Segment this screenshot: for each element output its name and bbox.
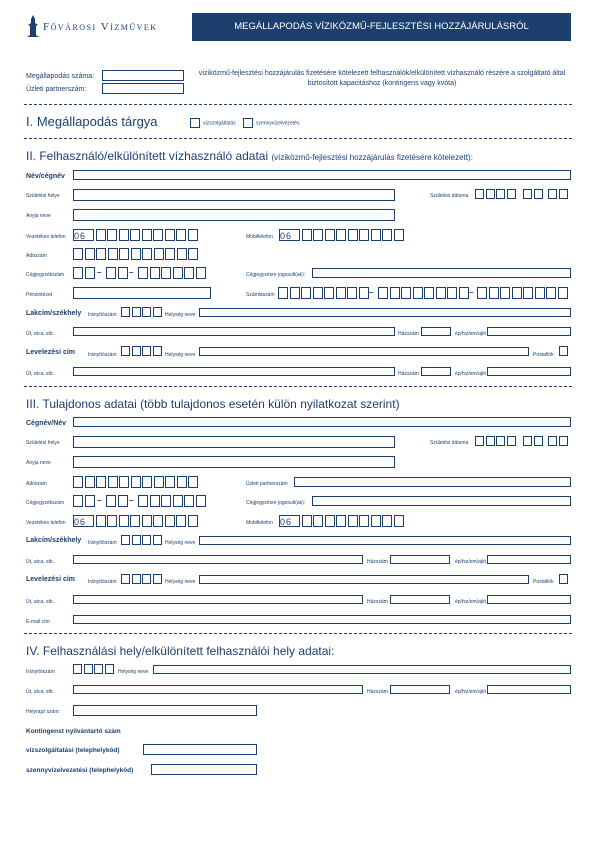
signatory-label: Cégjegyzésre jogosult(ak):	[246, 500, 306, 506]
owner-phone-boxes[interactable]: 06	[73, 515, 198, 527]
owner-birth-month-boxes[interactable]	[523, 436, 543, 446]
reg-number-label: Cégjegyzékszám	[26, 272, 65, 278]
sewage-label: szennyvízelvezetés	[256, 120, 300, 127]
phone-boxes[interactable]: 06	[73, 229, 198, 241]
city-label: Helység neve	[118, 669, 149, 675]
pobox-label: Postafiók	[533, 352, 554, 358]
street-label: Út, utca, stb.	[26, 599, 55, 605]
contingent-label: Kontingenst nyilvántartó szám	[26, 728, 121, 735]
phone-label: Vezetékes telefon	[26, 520, 66, 526]
bank-field[interactable]	[73, 287, 211, 299]
owner-mobile-boxes[interactable]: 06	[279, 515, 404, 527]
mobile-boxes[interactable]: 06	[279, 229, 404, 241]
section-2-subtitle: (víziközmű-fejlesztési hozzájárulás fizetésére kötelezett):	[271, 153, 473, 162]
mother-name-label: Anyja neve	[26, 460, 51, 466]
street-label: Út, utca, stb.	[26, 689, 55, 695]
owner-reg-boxes-1[interactable]	[73, 495, 95, 507]
logo	[26, 14, 40, 43]
mailing-label: Levelezési cím	[26, 349, 76, 356]
pobox-label: Postafiók	[533, 579, 554, 585]
floor-label: ép/fsz/em/ajtó	[455, 689, 487, 695]
birth-date-month-boxes[interactable]	[523, 189, 543, 199]
mailing-label: Levelezési cím	[26, 576, 76, 583]
sewage-option[interactable]	[243, 118, 299, 128]
account-boxes-3[interactable]	[477, 287, 568, 299]
name-label: Név/cégnév	[26, 173, 65, 180]
reg-number-boxes-1[interactable]	[73, 267, 95, 279]
owner-tax-boxes[interactable]	[73, 476, 198, 488]
water-code-field[interactable]	[143, 744, 257, 755]
account-boxes-2[interactable]	[378, 287, 469, 299]
site-zip-boxes[interactable]	[73, 664, 114, 674]
divider	[24, 138, 572, 139]
signatory-label: Cégjegyzésre jogosult(ak):	[246, 272, 306, 278]
zip-label: Irányítószám	[88, 312, 117, 318]
birth-place-label: Születési helye	[26, 440, 60, 446]
owner-birth-place-field[interactable]	[73, 436, 395, 448]
mailing-pobox-boxes[interactable]	[559, 346, 568, 356]
city-label: Helység neve	[165, 312, 196, 318]
divider	[24, 104, 572, 105]
street-label: Út, utca, stb.	[26, 559, 55, 565]
house-number-label: Házszám	[367, 559, 388, 565]
owner-mailing-street-field[interactable]	[73, 595, 363, 604]
birth-date-day-boxes[interactable]	[548, 189, 568, 199]
partner-number-label: Üzleti partnerszám:	[26, 86, 87, 93]
owner-mother-name-field[interactable]	[73, 456, 395, 468]
owner-residence-house-field[interactable]	[390, 555, 450, 564]
residence-city-field[interactable]	[199, 308, 571, 317]
house-number-label: Házszám	[367, 689, 388, 695]
site-floor-field[interactable]	[487, 685, 571, 694]
mother-name-field[interactable]	[73, 209, 395, 221]
water-code-label: vízszolgáltatási (telephelykód)	[26, 747, 120, 754]
parcel-label: Helyrajzi szám:	[26, 709, 60, 715]
mobile-label: Mobiltelefon	[246, 520, 273, 526]
birth-place-label: Születési helye	[26, 193, 60, 199]
mailing-city-field[interactable]	[199, 347, 529, 356]
sewage-code-field[interactable]	[151, 764, 257, 775]
house-number-label: Házszám	[398, 371, 419, 377]
birth-date-year-boxes[interactable]	[475, 189, 516, 199]
mailing-zip-boxes[interactable]	[121, 346, 162, 356]
residence-label: Lakcím/székhely	[26, 537, 82, 544]
sewage-code-label: szennyvízelvezetési (telephelykód)	[26, 767, 134, 774]
owner-residence-city-field[interactable]	[199, 536, 571, 545]
reg-separator: –	[97, 268, 102, 277]
signatory-field[interactable]	[312, 268, 571, 278]
city-label: Helység neve	[165, 579, 196, 585]
owner-mailing-pobox-boxes[interactable]	[559, 574, 568, 584]
divider	[24, 633, 572, 634]
zip-label: Irányítószám	[26, 669, 55, 675]
city-label: Helység neve	[165, 352, 196, 358]
birth-date-label: Születési dátuma	[430, 440, 469, 446]
zip-label: Irányítószám	[88, 540, 117, 546]
sewage-checkbox[interactable]	[243, 118, 253, 128]
street-label: Út, utca, stb.	[26, 371, 55, 377]
mobile-label: Mobiltelefon	[246, 234, 273, 240]
reg-number-boxes-3[interactable]	[138, 267, 206, 279]
birth-place-field[interactable]	[73, 189, 395, 201]
divider	[24, 386, 572, 387]
city-label: Helység neve	[165, 540, 196, 546]
name-field[interactable]	[73, 170, 571, 180]
account-label: Számlaszám	[246, 292, 275, 298]
zip-label: Irányítószám	[88, 352, 117, 358]
residence-house-field[interactable]	[421, 327, 451, 336]
water-service-label: vízszolgáltatás	[203, 120, 236, 127]
birth-date-label: Születési dátuma	[430, 193, 469, 199]
section-4-title: IV. Felhasználási hely/elkülönített felhasználói hely adatai:	[26, 644, 335, 658]
residence-floor-field[interactable]	[487, 327, 571, 336]
logo-text: Fővárosi Vízművek	[43, 21, 158, 33]
company-name-label: Cégnév/Név	[26, 420, 67, 427]
residence-zip-boxes[interactable]	[121, 307, 162, 317]
owner-birth-day-boxes[interactable]	[548, 436, 568, 446]
floor-label: ép/fsz/em/ajtó	[455, 331, 487, 337]
owner-signatory-field[interactable]	[312, 496, 571, 506]
owner-birth-year-boxes[interactable]	[475, 436, 516, 446]
owner-residence-floor-field[interactable]	[487, 555, 571, 564]
water-service-checkbox[interactable]	[190, 118, 200, 128]
partner-number-field[interactable]	[102, 83, 184, 94]
water-tower-logo-icon	[26, 14, 40, 38]
reg-number-boxes-2[interactable]	[106, 267, 128, 279]
owner-residence-street-field[interactable]	[73, 555, 363, 564]
mailing-street-field[interactable]	[73, 367, 395, 376]
zip-label: Irányítószám	[88, 579, 117, 585]
house-number-label: Házszám	[398, 331, 419, 337]
reg-separator: –	[129, 268, 134, 277]
bank-label: Pénzintézet	[26, 292, 53, 298]
owner-mailing-city-field[interactable]	[199, 575, 529, 584]
site-house-field[interactable]	[390, 685, 450, 694]
floor-label: ép/fsz/em/ajtó	[455, 559, 487, 565]
account-separator: –	[469, 288, 474, 297]
section-2-heading: II. Felhasználó/elkülönített vízhasználó adatai	[26, 149, 269, 163]
site-parcel-field[interactable]	[73, 705, 257, 716]
section-1-title: I. Megállapodás tárgya	[26, 114, 158, 129]
form-title: MEGÁLLAPODÁS VÍZIKÖZMŰ-FEJLESZTÉSI HOZZÁJÁRULÁSRÓL	[234, 21, 529, 32]
account-boxes-1[interactable]	[278, 287, 369, 299]
owner-reg-boxes-2[interactable]	[106, 495, 128, 507]
owner-mailing-house-field[interactable]	[390, 595, 450, 604]
email-label: E-mail cím	[26, 619, 50, 625]
mother-name-label: Anyja neve	[26, 213, 51, 219]
tax-number-boxes[interactable]	[73, 248, 198, 260]
partner-label: Üzleti partnerszám	[246, 481, 288, 487]
mailing-floor-field[interactable]	[487, 367, 571, 376]
tax-number-label: Adószám	[26, 481, 47, 487]
owner-mailing-zip-boxes[interactable]	[121, 574, 162, 584]
site-city-field[interactable]	[153, 665, 571, 674]
reg-number-label: Cégjegyzékszám	[26, 500, 65, 506]
owner-mailing-floor-field[interactable]	[487, 595, 571, 604]
agreement-number-field[interactable]	[102, 70, 184, 81]
owner-reg-boxes-3[interactable]	[138, 495, 206, 507]
owner-residence-zip-boxes[interactable]	[121, 535, 162, 545]
owner-name-field[interactable]	[73, 417, 571, 427]
residence-label: Lakcím/székhely	[26, 310, 82, 317]
tax-number-label: Adószám	[26, 253, 47, 259]
residence-street-field[interactable]	[73, 327, 395, 336]
reg-separator: –	[97, 496, 102, 505]
owner-partner-field[interactable]	[294, 477, 571, 487]
site-street-field[interactable]	[73, 685, 363, 694]
floor-label: ép/fsz/em/ajtó	[455, 599, 487, 605]
reg-separator: –	[129, 496, 134, 505]
mailing-house-field[interactable]	[421, 367, 451, 376]
section-2-title	[26, 149, 473, 163]
owner-email-field[interactable]	[73, 615, 571, 624]
floor-label: ép/fsz/em/ajtó	[455, 371, 487, 377]
account-separator: –	[369, 288, 374, 297]
street-label: Út, utca, stb.	[26, 331, 55, 337]
agreement-description: víziközmű-fejlesztési hozzájárulás fizetésére kötelezett felhasználók/elkülönített vízhasználó részére a szolgáltató által biztosított kapacitáshoz (kontingens vagy kvóta)	[198, 70, 566, 87]
phone-label: Vezetékes telefon	[26, 234, 66, 240]
house-number-label: Házszám	[367, 599, 388, 605]
section-3-title: III. Tulajdonos adatai (több tulajdonos esetén külön nyilatkozat szerint)	[26, 397, 400, 411]
water-service-option[interactable]	[190, 118, 236, 128]
agreement-number-label: Megállapodás száma:	[26, 73, 95, 80]
